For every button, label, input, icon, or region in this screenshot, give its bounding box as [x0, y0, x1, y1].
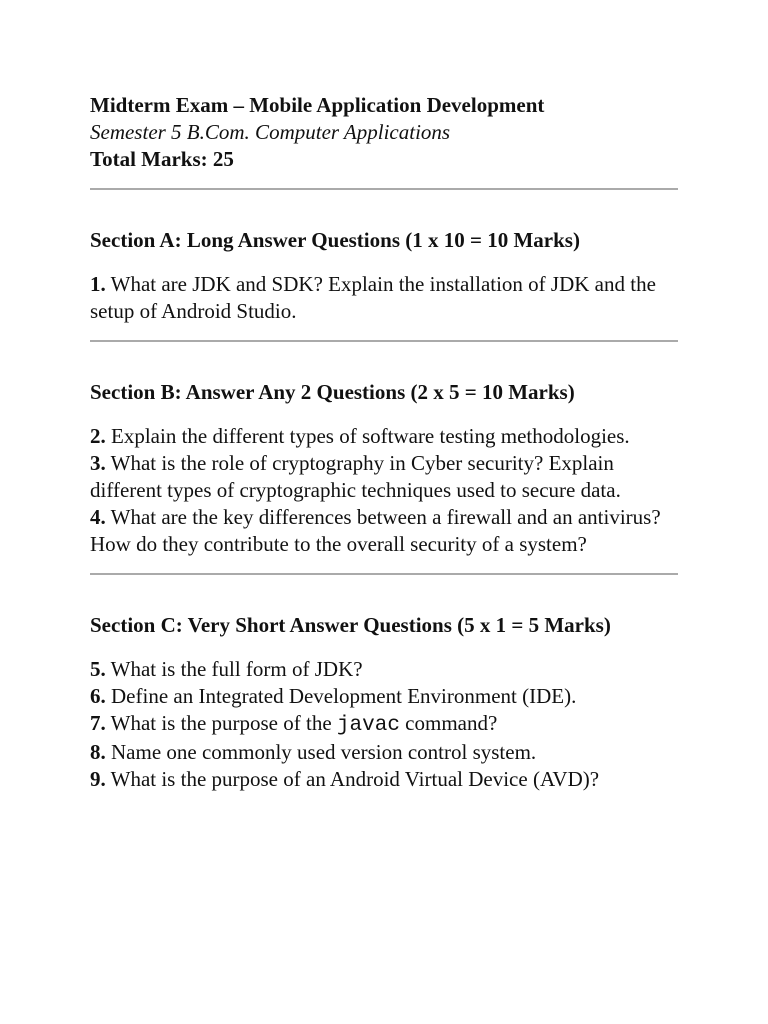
question-text: What is the full form of JDK?: [110, 657, 363, 681]
total-marks: Total Marks: 25: [90, 147, 234, 171]
question-item: [90, 450, 678, 504]
question-item: [90, 710, 678, 739]
section-b: [90, 379, 678, 558]
section-c: [90, 612, 678, 793]
divider: [90, 573, 678, 575]
question-number: 9.: [90, 767, 106, 791]
question-list: [90, 656, 678, 793]
question-number: 1.: [90, 272, 106, 296]
question-text: command?: [405, 711, 498, 735]
question-text: What are the key differences between a firewall and an antivirus? How do they contribute to the overall security of a system?: [90, 505, 661, 556]
question-item: [90, 683, 678, 710]
section-heading: Section A: Long Answer Questions (1 x 10 = 10 Marks): [90, 228, 580, 252]
question-number: 4.: [90, 505, 106, 529]
question-item: [90, 504, 678, 558]
question-text: What are JDK and SDK? Explain the installation of JDK and the setup of Android Studio.: [90, 272, 656, 323]
question-number: 6.: [90, 684, 106, 708]
question-item: [90, 271, 678, 325]
question-item: [90, 766, 678, 793]
question-list: [90, 423, 678, 558]
question-text: Define an Integrated Development Environment (IDE).: [111, 684, 577, 708]
question-text: What is the role of cryptography in Cyber security? Explain different types of cryptographic techniques used to secure data.: [90, 451, 621, 502]
question-text: What is the purpose of the: [110, 711, 332, 735]
code-snippet: javac: [336, 714, 400, 737]
exam-header: [90, 92, 678, 173]
divider: [90, 340, 678, 342]
question-text: What is the purpose of an Android Virtual Device (AVD)?: [110, 767, 600, 791]
question-number: 5.: [90, 657, 106, 681]
question-number: 2.: [90, 424, 106, 448]
question-text: Explain the different types of software testing methodologies.: [111, 424, 630, 448]
question-item: [90, 739, 678, 766]
question-number: 8.: [90, 740, 106, 764]
question-item: [90, 423, 678, 450]
question-item: [90, 656, 678, 683]
divider: [90, 188, 678, 190]
exam-title: Midterm Exam – Mobile Application Development: [90, 93, 545, 117]
section-heading: Section B: Answer Any 2 Questions (2 x 5 = 10 Marks): [90, 380, 575, 404]
question-number: 3.: [90, 451, 106, 475]
section-heading: Section C: Very Short Answer Questions (5 x 1 = 5 Marks): [90, 613, 611, 637]
section-a: [90, 227, 678, 325]
question-number: 7.: [90, 711, 106, 735]
exam-subtitle: Semester 5 B.Com. Computer Applications: [90, 120, 451, 144]
question-text: Name one commonly used version control system.: [111, 740, 537, 764]
question-list: [90, 271, 678, 325]
